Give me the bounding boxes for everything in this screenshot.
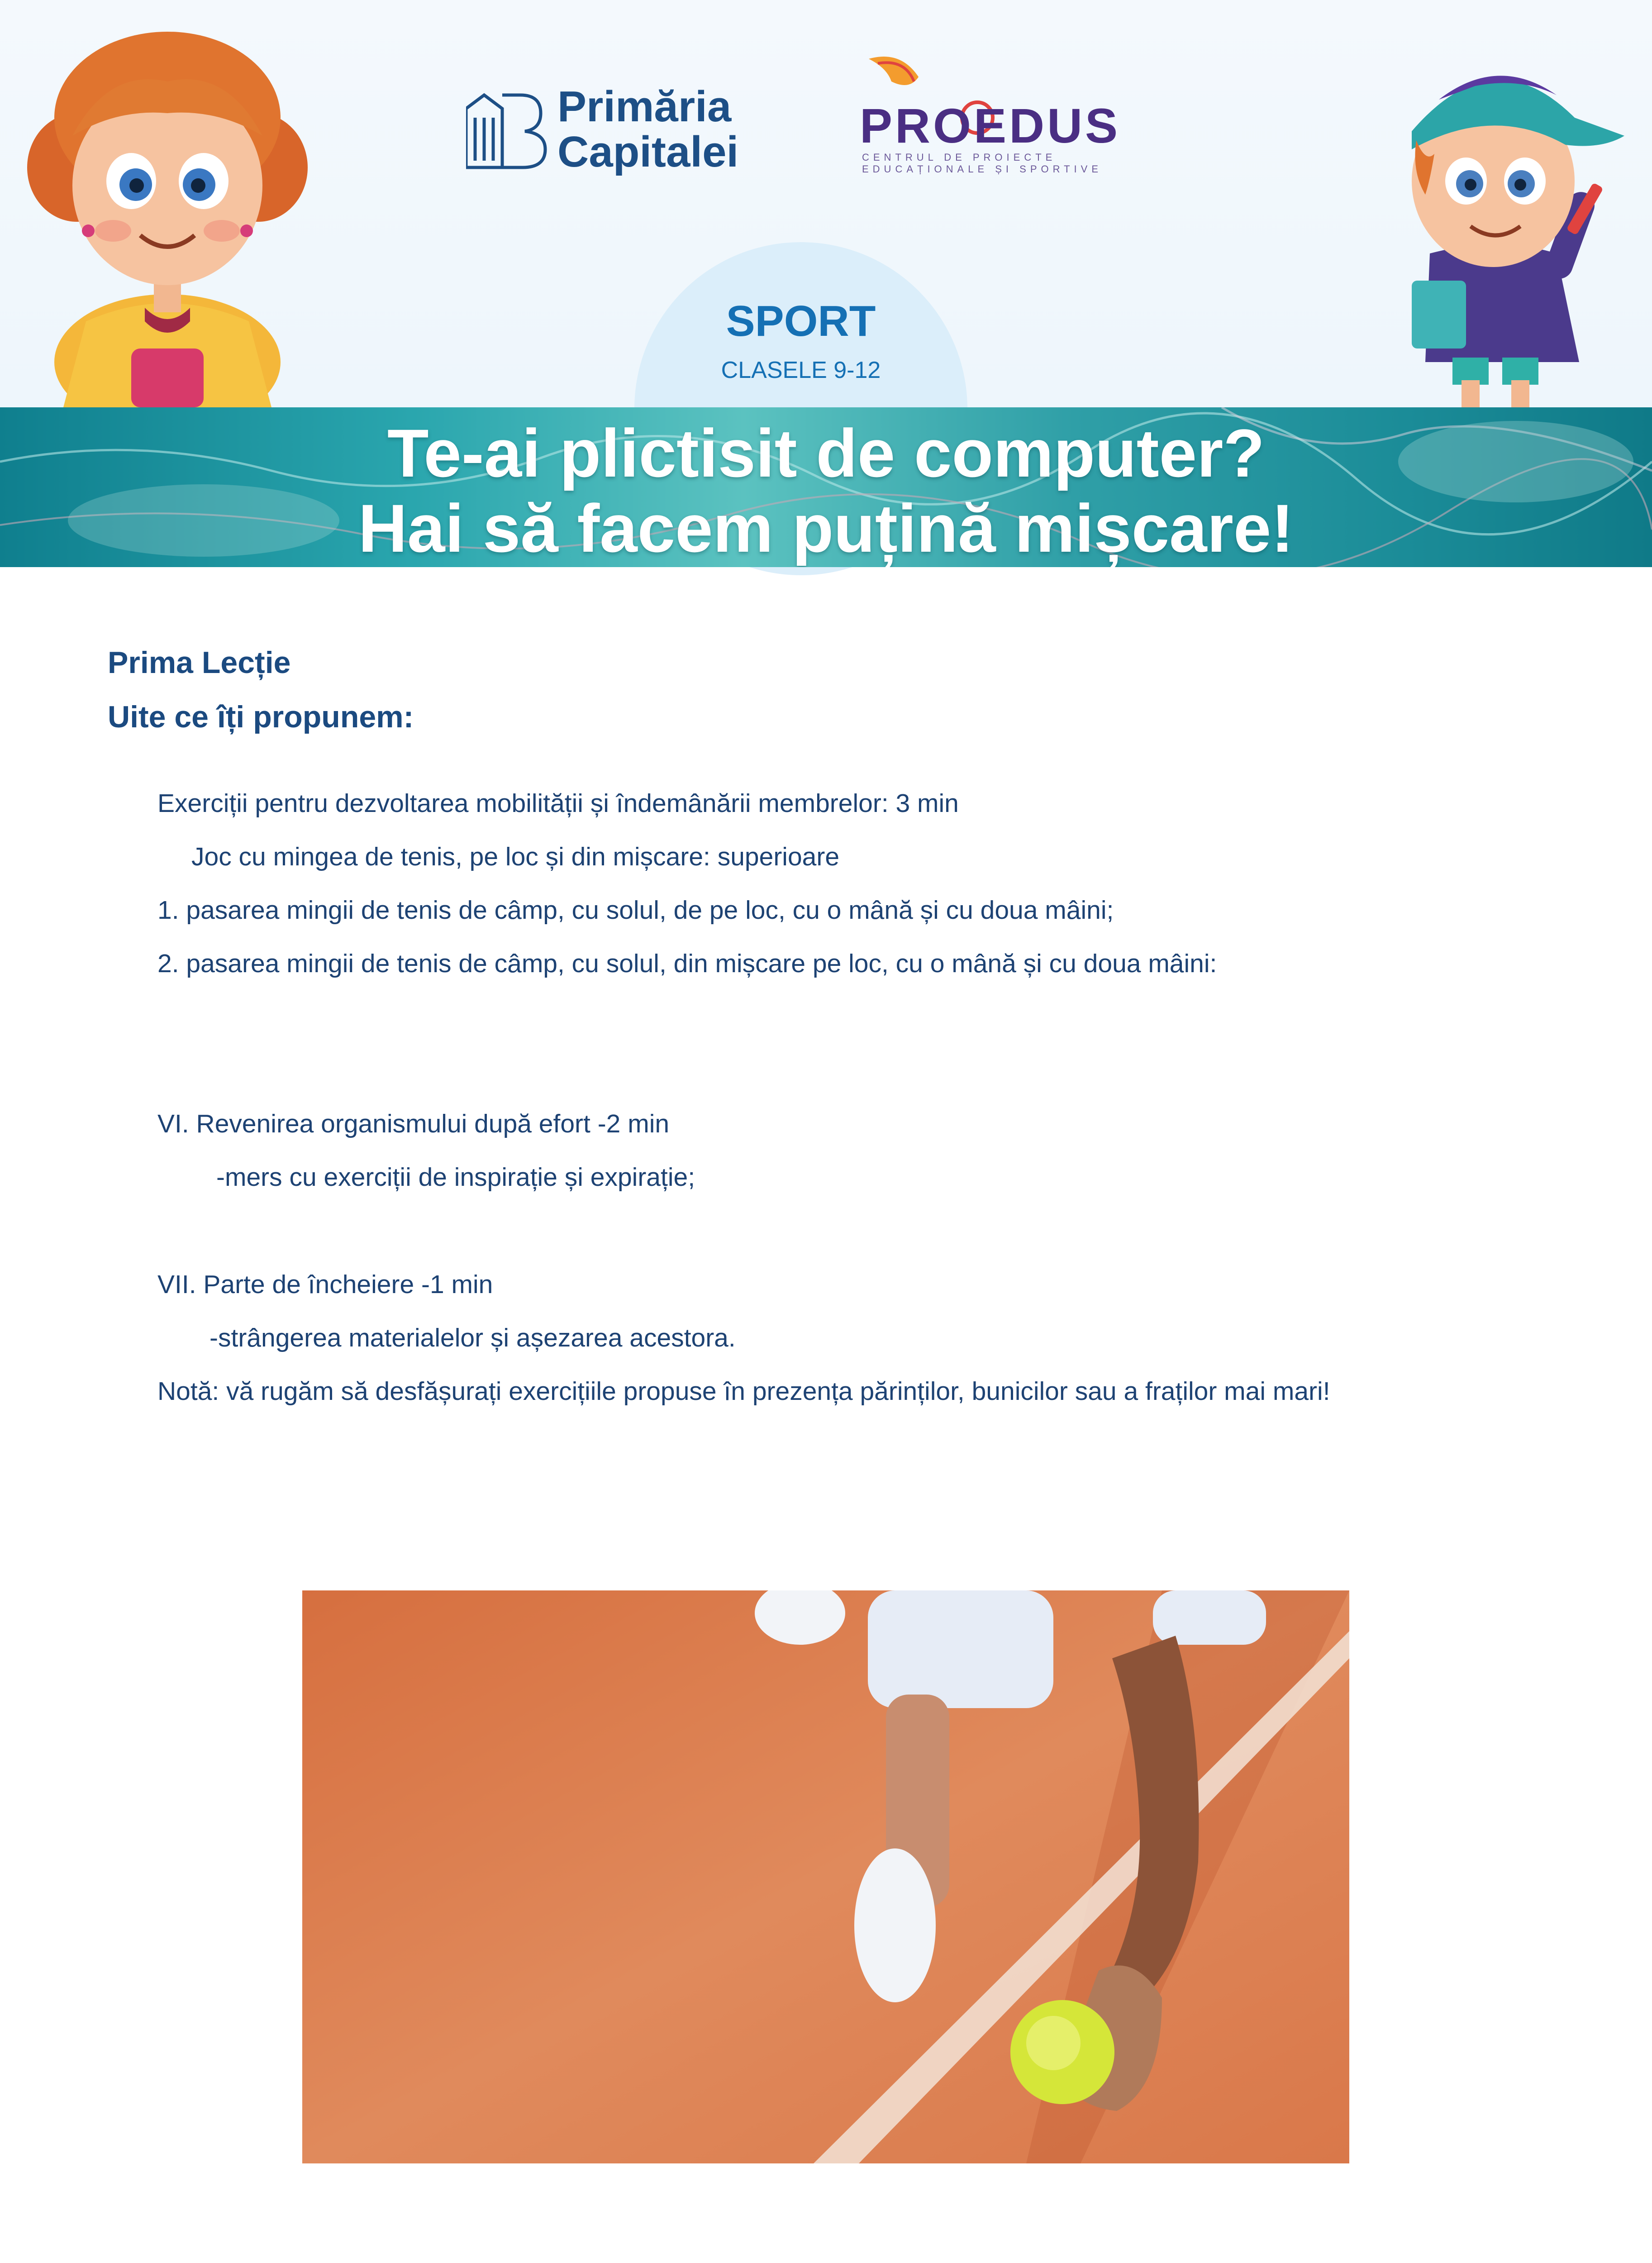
tennis-court-image [302,1590,1349,2163]
paragraph-9: Notă: vă rugăm să desfășurați exercițiile propuse în prezența părinților, bunicilor sau a fraților mai mari! [157,1377,1330,1406]
lesson-heading: Prima Lecție [108,645,291,680]
lesson-subheading: Uite ce îți propunem: [108,700,414,734]
paragraph-4: 2. pasarea mingii de tenis de câmp, cu solul, din mișcare pe loc, cu o mână și cu doua mâini: [157,949,1217,978]
paragraph-5: VI. Revenirea organismului după efort -2 min [157,1109,670,1138]
paragraph-7: VII. Parte de încheiere -1 min [157,1270,493,1299]
paragraph-1: Exerciții pentru dezvoltarea mobilității și îndemânării membrelor: 3 min [157,789,959,818]
banner-title [0,415,1652,566]
paragraph-2: Joc cu mingea de tenis, pe loc și din mișcare: superioare [191,842,840,871]
proedus-sub2: EDUCAȚIONALE ȘI SPORTIVE [862,163,1103,175]
paragraph-8: -strângerea materialelor și așezarea acestora. [209,1323,736,1352]
badge-title: SPORT [726,297,876,345]
tennis-photo [302,1590,1349,2163]
banner-line2: Hai să facem puțină mișcare! [358,490,1294,566]
primaria-logo-text [557,84,738,175]
primaria-line1: Primăria [557,82,732,131]
badge-subtitle: CLASELE 9-12 [721,357,881,383]
primaria-line2: Capitalei [557,128,739,176]
girl-character-illustration [18,32,317,407]
proedus-logo-subtitle [862,152,1102,175]
boy-character-illustration [1385,45,1638,407]
paragraph-3: 1. pasarea mingii de tenis de câmp, cu solul, de pe loc, cu o mână și cu doua mâini; [157,896,1114,925]
title-banner [0,407,1652,567]
proedus-sub1: CENTRUL DE PROIECTE [862,152,1057,163]
banner-line1: Te-ai plictisit de computer? [387,415,1265,491]
paragraph-6: -mers cu exerciții de inspirație și expirație; [216,1163,695,1192]
proedus-logo-word: PROEDUS [860,98,1121,153]
